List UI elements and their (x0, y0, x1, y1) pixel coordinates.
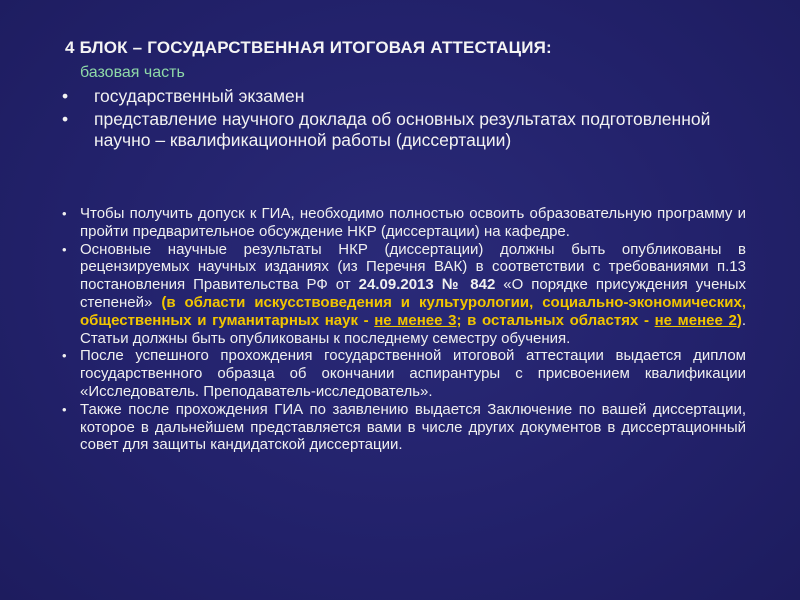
highlight-close: ) (736, 311, 742, 329)
list-item (58, 109, 758, 151)
bullet-icon: • (62, 109, 69, 129)
list-item-text: представление научного доклада об основных результатах подготовленной научно – квалификационной работы (диссертации) (94, 109, 711, 150)
bullet-icon: • (62, 401, 67, 417)
decree-title: «О порядке присуждения ученых степеней» (80, 276, 747, 311)
bullet-icon: • (62, 86, 69, 106)
paragraph-text: . Статьи должны быть опубликованы к последнему семестру обучения. (80, 311, 747, 347)
paragraph-publications (60, 241, 746, 348)
highlight-min-3: не менее 3 (374, 311, 457, 329)
requirements-list (58, 86, 758, 151)
decree-date: 24.09.2013 № 842 (358, 276, 496, 294)
paragraph-admission (60, 205, 746, 241)
details-block (60, 205, 746, 454)
highlight-humanities: (в области искусствоведения и культурологии, социально-экономических, общественных и гуманитарных наук - (80, 293, 746, 329)
paragraph-text: После успешного прохождения государственной итоговой аттестации выдается диплом государственного образца об окончании аспирантуры с присвоением квалификации «Исследователь. Преподаватель-исследователь». (80, 347, 746, 400)
block-subtitle: базовая часть (80, 64, 185, 81)
highlight-other: ; в остальных областях - (456, 311, 655, 329)
paragraph-conclusion (60, 401, 746, 454)
block-title: 4 БЛОК – ГОСУДАРСТВЕННАЯ ИТОГОВАЯ АТТЕСТАЦИЯ: (65, 38, 552, 57)
highlight-min-2: не менее 2 (654, 311, 737, 329)
paragraph-text: Основные научные результаты НКР (диссертации) должны быть опубликованы в рецензируемых научных изданиях (из Перечня ВАК) в соответствии с требованиями п.13 постановления Правительства РФ от (80, 240, 746, 294)
bullet-icon: • (62, 348, 67, 364)
top-block (58, 38, 758, 153)
bullet-icon: • (62, 241, 67, 257)
bullet-icon: • (62, 206, 67, 221)
list-item (58, 86, 758, 107)
paragraph-diploma (60, 347, 746, 400)
list-item-text: государственный экзамен (94, 86, 305, 106)
paragraph-text: Также после прохождения ГИА по заявлению выдается Заключение по вашей диссертации, которое в дальнейшем представляется вами в числе других документов в диссертационный совет для защиты кандидатской диссертации. (80, 400, 746, 454)
paragraph-text: Чтобы получить допуск к ГИА, необходимо полностью освоить образовательную программу и пройти предварительное обсуждение НКР (диссертации) на кафедре. (80, 205, 746, 240)
